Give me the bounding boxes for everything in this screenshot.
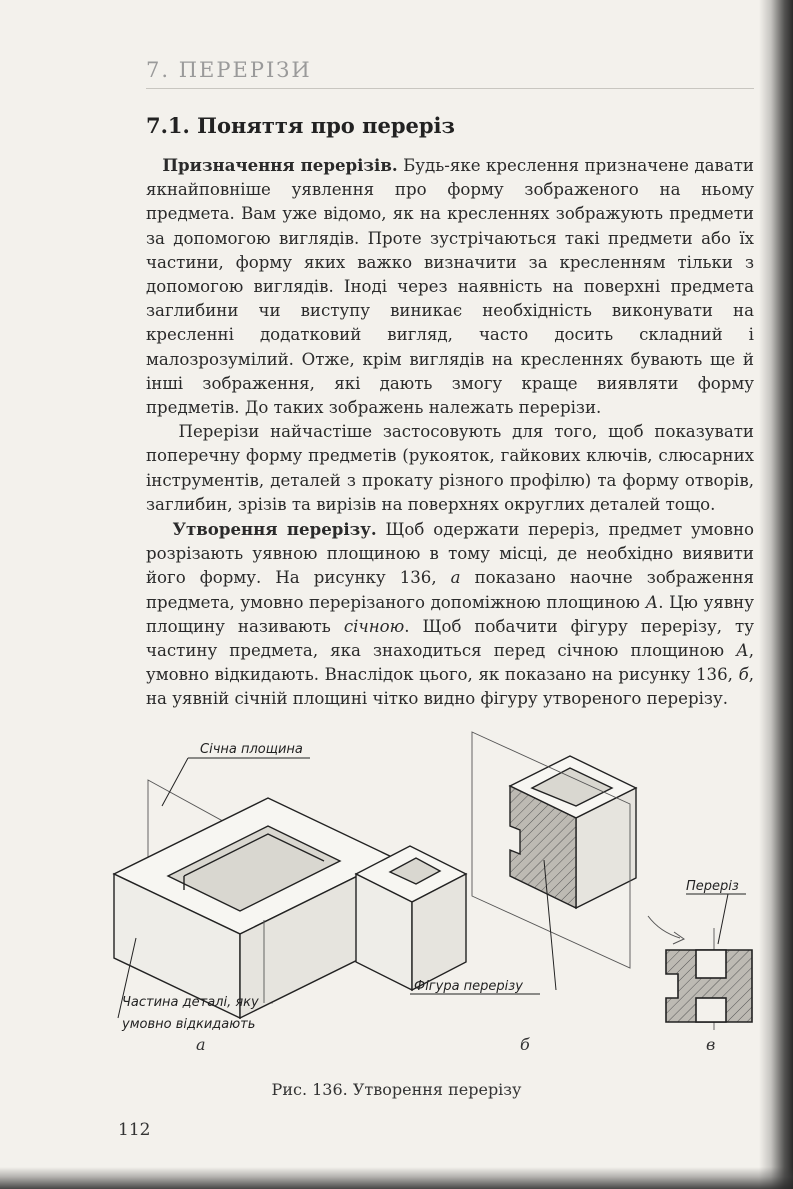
label-section-figure: Фігура перерізу [414, 979, 523, 994]
chapter-divider [146, 88, 754, 89]
drawing-b [356, 756, 636, 990]
letter-b: б [520, 1035, 530, 1054]
paragraph-formation [146, 517, 754, 712]
label-secant-plane: Січна площина [200, 742, 303, 757]
label-part-line1: Частина деталі, яку [122, 995, 259, 1010]
paragraph-text: . Щоб побачити фігуру перерізу, ту частину предмета, яка знаходиться перед січною площиною [146, 616, 754, 661]
paragraph-lead-purpose: Призначення перерізів. [162, 155, 398, 175]
paragraph-text: Перерізи найчастіше застосовують для того, щоб показувати поперечну форму предметів (рукояток, гайкових ключів, слюсарних інструментів, деталей з прокату різного профілю) та форму отворів, заглибин, зрізів та вирізів на поверхнях округлих деталей тощо. [146, 422, 754, 514]
paragraph-text: показано наочне зображення предмета, умовно перерізаного допоміжною площиною [146, 568, 754, 612]
page-number: 112 [118, 1120, 151, 1140]
figure-136 [100, 728, 790, 1058]
figure-ref-a: а [450, 568, 461, 588]
section-title: 7.1. Поняття про переріз [146, 113, 455, 138]
paragraph-text: Будь-яке креслення призначене давати якнайповніше уявлення про форму зображеного на ньому предмета. Вам уже відомо, як на кресленнях зображують предмети за допомогою виглядів. Проте зустрічаються такі предмети або їх частини, форму яких важко визначити за кресленням тільки з допомогою виглядів. Іноді через наявність на поверхні предмета заглибини чи виступу виникає необхідність виконувати на кресленні додатковий вигляд, часто досить складний і малозрозумілий. Отже, крім виглядів на кресленнях бувають ще й інші зображення, які дають змогу краще виявляти форму предметів. До таких зображень належать перерізи. [146, 156, 754, 418]
paragraph-text: , умовно відкидають. Внаслідок цього, як показано на рисунку 136, [146, 641, 754, 685]
paragraph-usage [146, 420, 754, 517]
label-section: Переріз [686, 879, 739, 894]
label-part-line2: умовно відкидають [122, 1017, 256, 1032]
paragraph-purpose [146, 153, 754, 420]
drawing-c [648, 894, 752, 1030]
page-bottom-shadow [0, 1167, 793, 1189]
figure-caption: Рис. 136. Утворення перерізу [271, 1080, 522, 1099]
plane-ref: А [645, 592, 659, 612]
arrow-curve [648, 916, 680, 938]
paragraph-lead-formation: Утворення перерізу. [172, 519, 377, 540]
plane-ref: А [736, 641, 749, 661]
figure-ref-b: б [738, 665, 749, 685]
body-text [146, 153, 754, 712]
paragraph-text: , на уявній січній площині чітко видно фігуру утвореного перерізу. [146, 665, 754, 709]
paragraph-text: Щоб одержати переріз, предмет умовно розрізають уявною площиною в тому місці, де необхідно виявити його форму. На рисунку 136, [146, 520, 755, 588]
chapter-heading: 7. ПЕРЕРІЗИ [146, 58, 312, 82]
paragraph-text: . Цю уявну площину називають [146, 592, 755, 636]
letter-a: а [196, 1035, 206, 1054]
drawing-a [114, 780, 394, 1018]
leader-plane-arrow [162, 758, 188, 806]
letter-c: в [706, 1035, 716, 1054]
term-secant: січною [343, 616, 405, 636]
